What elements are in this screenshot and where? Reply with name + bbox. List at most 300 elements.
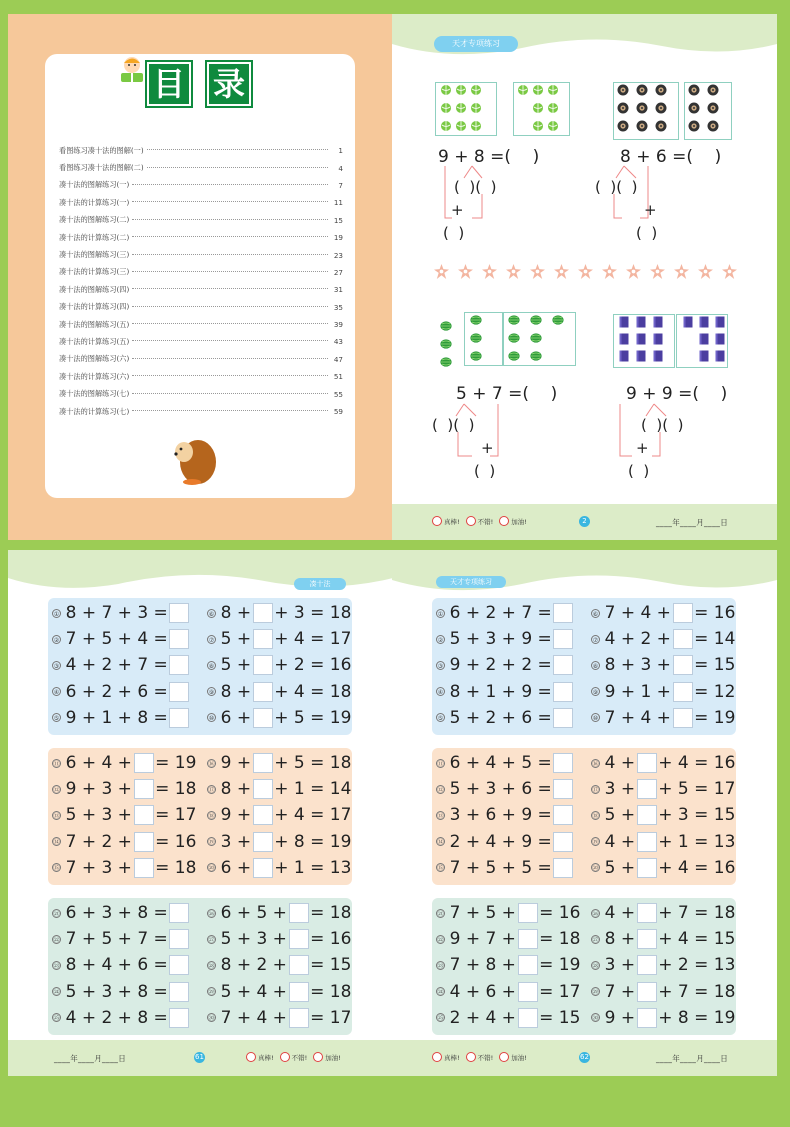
toc-leader <box>132 393 328 394</box>
expression-part: 8 + <box>220 603 252 623</box>
plus-sign: + <box>481 439 494 457</box>
toc-item-page: 7 <box>338 180 343 190</box>
problem-number: ⑳ <box>592 865 599 873</box>
expression-part: 5 + 4 + <box>220 981 287 1002</box>
toc-row[interactable] <box>59 351 343 368</box>
toc-item-page: 4 <box>338 163 343 173</box>
toc-item-page: 59 <box>333 407 343 417</box>
expression-part: 8 + <box>604 929 636 950</box>
problem-number: ④ <box>53 689 60 697</box>
answer-box[interactable] <box>253 655 273 675</box>
problem-number: ㉗ <box>592 936 599 944</box>
equation-row <box>52 752 198 774</box>
expression-part: 4 + <box>604 903 636 923</box>
star-icon <box>554 264 569 279</box>
expression-part: 4 + <box>604 831 636 852</box>
equation-row <box>436 602 573 624</box>
tire-icon <box>617 84 629 96</box>
expression-part: = 15 <box>310 955 352 976</box>
book-icon <box>714 316 726 328</box>
toc-item-title: 凑十法的图解练习(一) <box>59 180 130 190</box>
expression-part: 9 + <box>220 753 252 773</box>
toc-list <box>59 142 343 420</box>
answer-box[interactable] <box>253 682 273 702</box>
expression: 8 + 1 + 9 = <box>449 681 552 702</box>
cabbage-icon <box>517 84 529 96</box>
star-icon <box>578 264 593 279</box>
answer-box[interactable] <box>637 903 657 923</box>
problem-number: ⑪ <box>53 760 60 768</box>
expression-part: = 15 <box>694 655 736 676</box>
toc-item-title: 凑十法的计算练习(三) <box>59 267 130 277</box>
header-label: 凑十法 <box>294 578 346 590</box>
answer-box[interactable] <box>553 629 573 649</box>
toc-item-title: 凑十法的图解练习(七) <box>59 389 130 399</box>
plus-sign: + <box>636 439 649 457</box>
book-icon <box>652 350 664 362</box>
answer-box[interactable] <box>169 1008 189 1028</box>
answer-box[interactable] <box>553 603 573 623</box>
problem-number: ⑤ <box>437 715 444 723</box>
equation-row <box>207 628 353 650</box>
expression-part: 7 + 3 + <box>65 857 132 878</box>
toc-row[interactable] <box>59 212 343 229</box>
answer-box[interactable] <box>637 858 657 878</box>
problem-number: ⑮ <box>437 865 444 873</box>
badge-label: 真棒! <box>444 517 460 526</box>
problem-number: ④ <box>437 689 444 697</box>
tire-icon <box>617 102 629 114</box>
toc-leader <box>132 375 328 376</box>
answer-box[interactable] <box>553 753 573 773</box>
badge-label: 真棒! <box>258 1053 274 1062</box>
star-icon <box>674 264 689 279</box>
expression-part: + 2 = 16 <box>274 655 352 676</box>
expression: 3 + 6 + 9 = <box>449 805 552 826</box>
answer-box[interactable] <box>289 903 309 923</box>
toc-leader <box>147 167 328 168</box>
expression-part: 3 + <box>604 955 636 976</box>
answer-box[interactable] <box>289 982 309 1002</box>
expression: 4 + 2 + 7 = <box>65 655 168 676</box>
answer-box[interactable] <box>553 708 573 728</box>
book-icon <box>618 316 630 328</box>
toc-item-page: 19 <box>333 233 343 243</box>
toc-item-page: 11 <box>333 198 343 208</box>
expression-part: = 16 <box>155 831 197 852</box>
toc-title-char: 目 <box>147 62 191 106</box>
expression: 6 + 3 + 8 = <box>65 903 168 923</box>
answer-box[interactable] <box>253 805 273 825</box>
expression-part: 2 + 4 + <box>449 1007 516 1028</box>
problem-number: ㉓ <box>53 962 60 970</box>
answer-box[interactable] <box>637 929 657 949</box>
toc-title <box>147 62 251 106</box>
melon-icon <box>530 350 542 362</box>
star-icon <box>698 264 713 279</box>
star-icon <box>602 264 617 279</box>
answer-box[interactable] <box>289 929 309 949</box>
answer-box[interactable] <box>253 708 273 728</box>
problem-number: ⑦ <box>208 636 215 644</box>
toc-leader <box>132 340 328 341</box>
toc-item-title: 凑十法的图解练习(三) <box>59 250 130 260</box>
expression-part: = 17 <box>539 981 581 1002</box>
answer-box[interactable] <box>253 629 273 649</box>
equation-row <box>207 928 353 950</box>
expression-part: + 5 = 19 <box>274 707 352 728</box>
toc-row[interactable] <box>59 299 343 316</box>
expression-part: 7 + 4 + <box>604 707 671 728</box>
date-field: ____年____月____日 <box>656 518 728 527</box>
tire-icon <box>688 120 700 132</box>
star-icon <box>530 264 545 279</box>
problem-number: ㉚ <box>208 1015 215 1023</box>
page-footer <box>392 504 777 540</box>
answer-box[interactable] <box>518 1008 538 1028</box>
answer-box[interactable] <box>134 805 154 825</box>
melon-icon <box>508 332 520 344</box>
expression-part: = 18 <box>539 929 581 950</box>
toc-title-char: 录 <box>207 62 251 106</box>
badge-label: 真棒! <box>444 1053 460 1062</box>
equation-row <box>591 602 737 624</box>
problem-number: ⑦ <box>592 636 599 644</box>
answer-box[interactable] <box>169 603 189 623</box>
book-icon <box>652 316 664 328</box>
toc-item-page: 27 <box>333 267 343 277</box>
problem-number: ① <box>53 610 60 618</box>
problem-number: ⑭ <box>53 839 60 847</box>
expression-part: 7 + 2 + <box>65 831 132 852</box>
drill-page-right <box>392 550 777 1076</box>
answer-box[interactable] <box>673 629 693 649</box>
badges <box>246 1052 341 1062</box>
page-footer <box>8 1040 392 1076</box>
equation: 5 + 7 =( ) <box>456 384 558 404</box>
split-lines <box>432 402 512 472</box>
answer-box[interactable] <box>253 858 273 878</box>
expression-part: + 4 = 16 <box>658 753 736 773</box>
expression-part: + 4 = 17 <box>274 805 352 826</box>
answer-box[interactable] <box>518 903 538 923</box>
expression: 2 + 4 + 9 = <box>449 831 552 852</box>
toc-item-page: 51 <box>333 372 343 382</box>
book-icon <box>682 316 694 328</box>
expression-part: 7 + 4 + <box>220 1007 287 1028</box>
toc-row[interactable] <box>59 403 343 420</box>
tire-icon <box>636 120 648 132</box>
expression-part: + 4 = 18 <box>274 681 352 702</box>
expression-part: + 1 = 13 <box>658 831 736 852</box>
expression-part: = 18 <box>310 981 352 1002</box>
toc-item-page: 55 <box>333 389 343 399</box>
equation-row <box>207 654 353 676</box>
expression-part: + 5 = 17 <box>658 779 736 800</box>
equation-row <box>436 831 573 853</box>
answer-box[interactable] <box>134 779 154 799</box>
picture-page <box>392 14 777 540</box>
problem-number: ㉘ <box>208 962 215 970</box>
equation-row <box>591 857 737 879</box>
cabbage-icon <box>532 120 544 132</box>
cabbage-icon <box>455 84 467 96</box>
cabbage-icon <box>547 102 559 114</box>
expression: 5 + 2 + 6 = <box>449 707 552 728</box>
answer-box[interactable] <box>553 805 573 825</box>
answer-box[interactable] <box>553 779 573 799</box>
equation-row <box>52 778 198 800</box>
equation: 8 + 6 =( ) <box>620 147 722 167</box>
answer-box[interactable] <box>289 955 309 975</box>
expression-part: = 19 <box>155 753 197 773</box>
problem-number: ㉙ <box>208 989 215 997</box>
melon-icon <box>530 332 542 344</box>
answer-box[interactable] <box>253 832 273 852</box>
toc-leader <box>132 410 328 411</box>
toc-row[interactable] <box>59 316 343 333</box>
equation: 9 + 8 =( ) <box>438 147 540 167</box>
equation-row <box>591 954 737 976</box>
toc-item-title: 凑十法的图解练习(五) <box>59 319 130 329</box>
problem-number: ㉑ <box>437 910 444 918</box>
expression-part: = 16 <box>539 903 581 923</box>
problem-number: ⑯ <box>208 760 215 768</box>
toc-card <box>45 54 355 498</box>
answer-box[interactable] <box>518 982 538 1002</box>
toc-row[interactable] <box>59 229 343 246</box>
drill-section <box>432 898 736 1035</box>
expression-part: 7 + <box>604 981 636 1002</box>
answer-box[interactable] <box>169 708 189 728</box>
problem-number: ⑫ <box>53 786 60 794</box>
toc-item-title: 凑十法的计算练习(二) <box>59 232 130 242</box>
answer-box[interactable] <box>637 832 657 852</box>
problem-number: ㉖ <box>592 910 599 918</box>
answer-box[interactable] <box>134 858 154 878</box>
book-icon <box>618 350 630 362</box>
answer-box[interactable] <box>169 982 189 1002</box>
problem-number: ⑰ <box>208 786 215 794</box>
problem-number: ㉒ <box>437 936 444 944</box>
drill-section <box>48 748 352 885</box>
answer-box[interactable] <box>637 779 657 799</box>
answer-box[interactable] <box>518 929 538 949</box>
answer-box[interactable] <box>253 779 273 799</box>
expression: 6 + 2 + 7 = <box>449 603 552 623</box>
melon-icon <box>440 320 452 332</box>
toc-row[interactable] <box>59 159 343 176</box>
drill-section <box>432 598 736 735</box>
cabbage-icon <box>547 84 559 96</box>
answer-box[interactable] <box>553 832 573 852</box>
problem-number: ① <box>437 610 444 618</box>
equation-row <box>207 981 353 1003</box>
equation-row <box>52 928 189 950</box>
answer-box[interactable] <box>169 629 189 649</box>
equation-row <box>591 804 737 826</box>
expression-part: 8 + 3 + <box>604 655 671 676</box>
problem-number: ㉖ <box>208 910 215 918</box>
answer-box[interactable] <box>673 708 693 728</box>
badge-label: 不错! <box>291 1053 308 1062</box>
expression: 8 + 7 + 3 = <box>65 603 168 623</box>
equation-row <box>207 707 353 729</box>
answer-box[interactable] <box>169 682 189 702</box>
equation: 9 + 9 =( ) <box>626 384 728 404</box>
expression-part: + 1 = 14 <box>274 779 352 800</box>
result-blank: ( ) <box>474 462 496 480</box>
equation-row <box>207 954 353 976</box>
book-icon <box>698 333 710 345</box>
equation-row <box>436 681 573 703</box>
star-icon <box>434 264 449 279</box>
expression-part: + 7 = 18 <box>658 903 736 923</box>
header-wave <box>8 550 392 600</box>
equation-row <box>591 654 737 676</box>
answer-box[interactable] <box>673 603 693 623</box>
cabbage-icon <box>455 102 467 114</box>
problem-number: ⑲ <box>208 839 215 847</box>
problem-number: ⑱ <box>592 812 599 820</box>
expression-part: 5 + 3 + <box>220 929 287 950</box>
toc-leader <box>132 271 328 272</box>
expression: 5 + 3 + 6 = <box>449 779 552 800</box>
equation-row <box>207 857 353 879</box>
expression-part: 6 + 5 + <box>220 903 287 923</box>
equation-row <box>591 681 737 703</box>
answer-box[interactable] <box>253 753 273 773</box>
toc-item-page: 23 <box>333 250 343 260</box>
answer-box[interactable] <box>637 805 657 825</box>
equation-row <box>591 752 737 774</box>
answer-box[interactable] <box>553 858 573 878</box>
smile-icon <box>499 1052 509 1062</box>
expression-part: = 16 <box>694 603 736 623</box>
toc-item-title: 看图练习凑十法的图解(一) <box>59 145 144 155</box>
toc-row[interactable] <box>59 194 343 211</box>
toc-item-page: 39 <box>333 320 343 330</box>
answer-box[interactable] <box>169 903 189 923</box>
expression: 7 + 5 + 4 = <box>65 629 168 650</box>
smile-icon <box>313 1052 323 1062</box>
answer-box[interactable] <box>673 682 693 702</box>
expression: 5 + 3 + 9 = <box>449 629 552 650</box>
answer-box[interactable] <box>637 982 657 1002</box>
problem-number: ㉘ <box>592 962 599 970</box>
expression-part: 9 + 1 + <box>604 681 671 702</box>
tire-icon <box>617 120 629 132</box>
split-blanks: ( )( ) <box>595 178 638 196</box>
toc-row[interactable] <box>59 281 343 298</box>
expression: 9 + 1 + 8 = <box>65 707 168 728</box>
expression-part: 7 + 8 + <box>449 955 516 976</box>
cabbage-icon <box>470 102 482 114</box>
answer-box[interactable] <box>673 655 693 675</box>
cabbage-icon <box>440 120 452 132</box>
answer-box[interactable] <box>169 929 189 949</box>
plus-sign: + <box>451 201 464 219</box>
answer-box[interactable] <box>637 1008 657 1028</box>
answer-box[interactable] <box>553 682 573 702</box>
toc-row[interactable] <box>59 264 343 281</box>
equation-row <box>52 831 198 853</box>
expression-part: + 3 = 18 <box>274 603 352 623</box>
equation-row <box>52 954 189 976</box>
expression-part: 4 + 2 + <box>604 629 671 650</box>
answer-box[interactable] <box>253 603 273 623</box>
badge-label: 不错! <box>477 1053 494 1062</box>
equation-row <box>52 628 189 650</box>
problem-number: ⑨ <box>208 689 215 697</box>
hedgehog-icon <box>170 430 218 486</box>
expression-part: 5 + <box>604 805 636 826</box>
expression-part: 8 + <box>220 779 252 800</box>
answer-box[interactable] <box>134 753 154 773</box>
equation-row <box>207 681 353 703</box>
equation-row <box>207 902 353 924</box>
toc-row[interactable] <box>59 142 343 159</box>
answer-box[interactable] <box>637 955 657 975</box>
answer-box[interactable] <box>169 655 189 675</box>
equation-row <box>436 628 573 650</box>
equation-row <box>436 752 573 774</box>
melon-icon <box>470 332 482 344</box>
problem-number: ㉑ <box>53 910 60 918</box>
page-footer <box>392 1040 777 1076</box>
answer-box[interactable] <box>289 1008 309 1028</box>
answer-box[interactable] <box>134 832 154 852</box>
equation-row <box>207 778 353 800</box>
answer-box[interactable] <box>637 753 657 773</box>
equation-row <box>591 1007 737 1029</box>
answer-box[interactable] <box>169 955 189 975</box>
toc-row[interactable] <box>59 177 343 194</box>
expression-part: + 4 = 17 <box>274 629 352 650</box>
problem-number: ㉓ <box>437 962 444 970</box>
problem-number: ⑧ <box>208 662 215 670</box>
problem-number: ⑨ <box>592 689 599 697</box>
toc-leader <box>132 184 328 185</box>
melon-icon <box>440 338 452 350</box>
toc-row[interactable] <box>59 333 343 350</box>
toc-row[interactable] <box>59 385 343 402</box>
smile-icon <box>432 516 442 526</box>
book-icon <box>618 333 630 345</box>
expression-part: 9 + 3 + <box>65 779 132 800</box>
toc-row[interactable] <box>59 246 343 263</box>
melon-icon <box>440 356 452 368</box>
expression: 5 + 3 + 8 = <box>65 981 168 1002</box>
toc-item-title: 凑十法的图解练习(二) <box>59 215 130 225</box>
answer-box[interactable] <box>518 955 538 975</box>
book-icon <box>698 316 710 328</box>
expression-part: 8 + <box>220 681 252 702</box>
answer-box[interactable] <box>553 655 573 675</box>
book-icon <box>714 333 726 345</box>
equation-row <box>52 707 189 729</box>
expression-part: + 7 = 18 <box>658 981 736 1002</box>
expression-part: = 18 <box>155 779 197 800</box>
star-icon <box>482 264 497 279</box>
toc-item-title: 凑十法的计算练习(五) <box>59 336 130 346</box>
toc-row[interactable] <box>59 368 343 385</box>
equation-row <box>436 954 582 976</box>
expression-part: + 4 = 15 <box>658 929 736 950</box>
cabbage-icon <box>532 84 544 96</box>
badge-label: 加油! <box>511 517 527 526</box>
toc-leader <box>132 236 328 237</box>
